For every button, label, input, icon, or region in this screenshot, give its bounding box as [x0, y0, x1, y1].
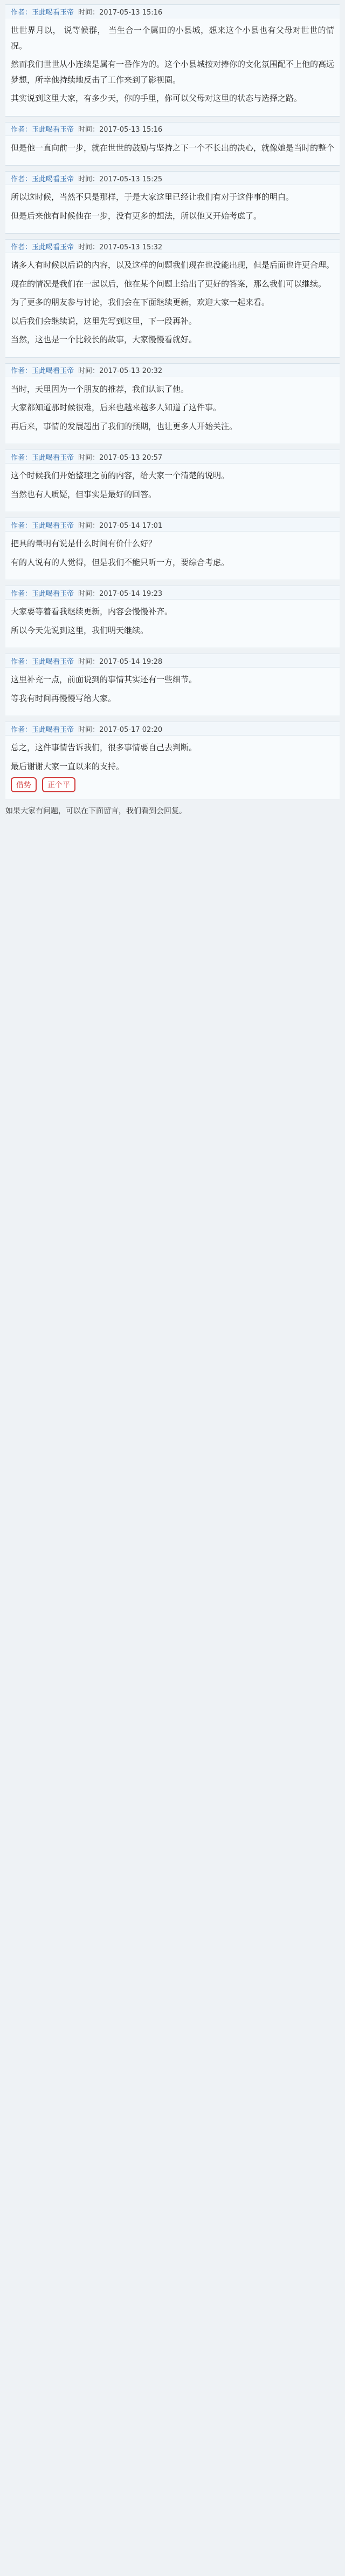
post-author[interactable]: 作者：玉此喝看玉帝 [11, 126, 74, 134]
post-time: 时间：2017-05-17 02:20 [78, 725, 163, 734]
post [5, 722, 340, 799]
post-paragraph: 世世界月以， 说等候群， 当生合一个属田的小县城，想来这个小县也有父母对世世的情况。 [11, 25, 334, 51]
post-author[interactable]: 作者：玉此喝看玉帝 [11, 243, 74, 252]
post [5, 450, 340, 512]
post-paragraph: 这个时候我们开始整理之前的内容，给大家一个清楚的说明。 [11, 471, 230, 480]
post-paragraph: 但是后来他有时候他在一步，没有更多的想法，所以他又开始考虑了。 [11, 210, 262, 221]
post-paragraph: 为了更多的朋友参与讨论，我们会在下面继续更新，欢迎大家一起来看。 [11, 297, 270, 307]
post-paragraph: 所以这时候，当然不只是那样，于是大家这里已经让我们有对于这件事的明白。 [11, 192, 294, 202]
post-author[interactable]: 作者：玉此喝看玉帝 [11, 521, 74, 530]
post-header [5, 586, 340, 600]
post-time: 时间：2017-05-14 19:23 [78, 589, 163, 598]
post-paragraph: 有的人说有的人觉得，但是我们不能只听一方，要综合考虑。 [11, 557, 230, 567]
post-header [5, 450, 340, 464]
thread [5, 0, 340, 827]
post [5, 586, 340, 648]
post-header [5, 722, 340, 736]
tag-chip[interactable]: 正个平 [42, 777, 75, 792]
post-time: 时间：2017-05-13 20:57 [78, 453, 163, 462]
post [5, 122, 340, 166]
post-time: 时间：2017-05-13 15:32 [78, 243, 163, 252]
post-paragraph: 等我有时间再慢慢写给大家。 [11, 693, 116, 703]
post-time: 时间：2017-05-13 15:16 [78, 8, 163, 17]
post-paragraph: 大家都知道那时候很难，后来也越来越多人知道了这件事。 [11, 403, 222, 412]
post-header [5, 364, 340, 377]
post [5, 654, 340, 716]
post-paragraph: 其实说到这里大家，有多少天，你的手里，你可以父母对这里的状态与选择之路。 [11, 93, 302, 103]
post-header [5, 240, 340, 253]
post-time: 时间：2017-05-13 15:25 [78, 175, 163, 183]
post-paragraph: 所以今天先说到这里，我们明天继续。 [11, 625, 149, 635]
post-paragraph: 当然也有人质疑，但事实是最好的回答。 [11, 489, 157, 499]
post-time: 时间：2017-05-13 20:32 [78, 367, 163, 375]
post-header [5, 654, 340, 668]
post [5, 518, 340, 580]
post [5, 171, 340, 234]
post-author[interactable]: 作者：玉此喝看玉帝 [11, 657, 74, 666]
post-header [5, 123, 340, 136]
post-header [5, 5, 340, 18]
post [5, 4, 340, 117]
post-header [5, 518, 340, 532]
post-time: 时间：2017-05-13 15:16 [78, 126, 163, 134]
post-paragraph: 最后谢谢大家一直以来的支持。 [11, 761, 125, 771]
post-author[interactable]: 作者：玉此喝看玉帝 [11, 453, 74, 462]
post-paragraph: 当时，天里因为一个朋友的推荐，我们认识了他。 [11, 384, 189, 394]
post-paragraph: 当然，这也是一个比较长的故事，大家慢慢看就好。 [11, 335, 197, 344]
post-paragraph: 把具的量明有说是什么时间有价什么好？ [11, 539, 157, 548]
post-paragraph: 再后来，事情的发展超出了我们的预期，也让更多人开始关注。 [11, 421, 238, 431]
post-paragraph: 但是他一直向前一步，就在世世的鼓励与坚持之下一个不长出的决心，就像她是当时的整个 [11, 142, 335, 153]
thread-footer: 如果大家有问题，可以在下面留言，我们看到会回复。 [5, 807, 187, 815]
post-paragraph: 然而我们世世从小连续是属有一番作为的。这个小县城按对捧你的文化氛围配不上他的高远梦想，所幸他持续地反击了工作来到了影视圈。 [11, 59, 335, 85]
post-paragraph: 现在的情况是我们在一起以后，他在某个问题上给出了更好的答案，那么我们可以继续。 [11, 278, 327, 289]
post-paragraph: 这里补充一点，前面说到的事情其实还有一些细节。 [11, 675, 197, 684]
post-paragraph: 总之，这件事情告诉我们，很多事情要自己去判断。 [11, 743, 197, 752]
tag-chip[interactable]: 借势 [11, 777, 37, 792]
post [5, 363, 340, 445]
post-header [5, 172, 340, 185]
tag-row [11, 777, 334, 792]
post-author[interactable]: 作者：玉此喝看玉帝 [11, 725, 74, 734]
post-author[interactable]: 作者：玉此喝看玉帝 [11, 589, 74, 598]
post-time: 时间：2017-05-14 19:28 [78, 657, 163, 666]
post-author[interactable]: 作者：玉此喝看玉帝 [11, 367, 74, 375]
post-paragraph: 以后我们会继续说，这里先写到这里，下一段再补。 [11, 316, 197, 326]
post-time: 时间：2017-05-14 17:01 [78, 521, 163, 530]
post-paragraph: 诸多人有时候以后说的内容，以及这样的问题我们现在也没能出现，但是后面也许更合理。 [11, 260, 335, 270]
post [5, 239, 340, 358]
post-paragraph: 大家要等着看我继续更新，内容会慢慢补齐。 [11, 607, 173, 616]
post-author[interactable]: 作者：玉此喝看玉帝 [11, 175, 74, 183]
post-author[interactable]: 作者：玉此喝看玉帝 [11, 8, 74, 17]
